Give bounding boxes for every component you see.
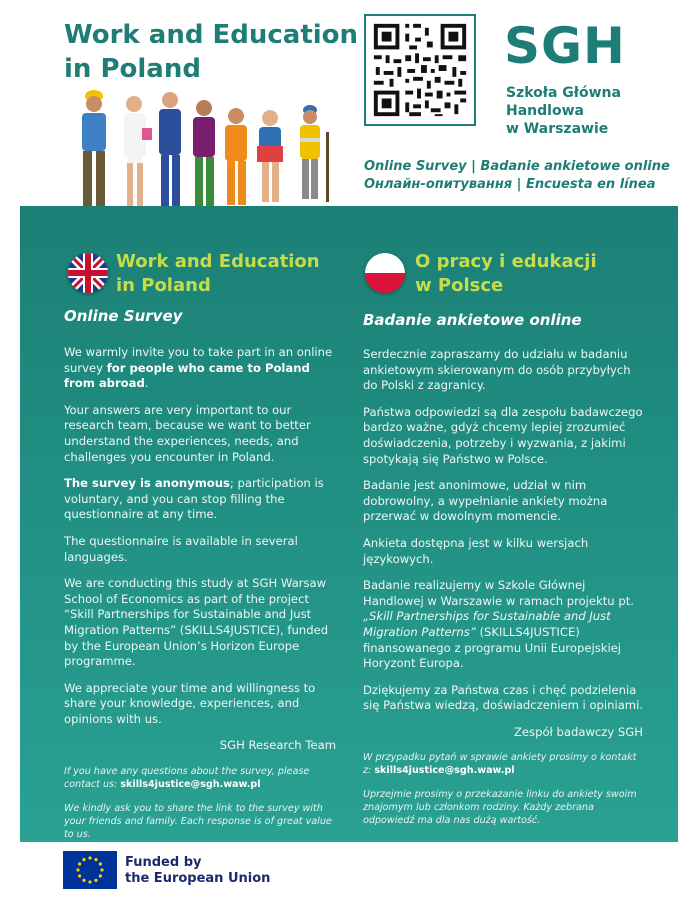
polish-share-note: Uprzejmie prosimy o przekazanie linku do ankiety swoim znajomym lub członkom rodziny. Każdy zebrana odpowiedź ma dla nas dużą wartość. — [363, 789, 637, 827]
poland-flag-icon — [365, 253, 405, 293]
eu-funding-line: the European Union — [125, 871, 271, 886]
polish-paragraph: Ankieta dostępna jest w kilku wersjach językowych. — [363, 535, 589, 566]
survey-line-1: Online Survey | Badanie ankietowe online — [364, 159, 670, 174]
sgh-name-line: Szkoła Główna — [506, 85, 621, 101]
english-contact-note: If you have any questions about the survey, please contact us: skills4justice@sgh.waw.pl — [64, 766, 310, 791]
eu-flag-icon — [63, 851, 117, 889]
eu-funding-text — [125, 855, 270, 887]
polish-paragraph: Badanie realizujemy w Szkole Głównej Handlowej w Warszawie w ramach projektu pt. „Skill Partnerships for Sustainable and Just Migration Patterns” (SKILLS4JUSTICE) finansowanego z programu Unii Europejskiej Horyzont Europa. — [363, 578, 634, 671]
polish-title — [415, 250, 597, 298]
english-body — [64, 345, 336, 852]
polish-paragraph: Serdecznie zapraszamy do udziału w badaniu ankietowym skierowanym do osób przybyłych do Polski z zagranicy. — [363, 347, 631, 393]
uk-flag-icon — [68, 253, 108, 293]
polish-body — [363, 347, 643, 838]
worker-builder — [80, 90, 109, 217]
english-paragraph: Your answers are very important to our research team, because we want to better understand the experiences, needs, and challenges you encounter in Poland. — [64, 402, 311, 464]
worker-student — [193, 100, 215, 207]
english-share-note: We kindly ask you to share the link to the survey with your friends and family. Each response is of great value to us. — [64, 803, 332, 841]
page-title: Work and Education in Poland — [64, 20, 359, 84]
english-paragraph: The questionnaire is available in several languages. — [64, 533, 298, 564]
polish-email-link[interactable]: skills4justice@sgh.waw.pl — [374, 765, 515, 777]
polish-title-line: w Polsce — [415, 275, 504, 296]
english-paragraph: The survey is anonymous; participation is voluntary, and you can stop filling the questionnaire at any time. — [64, 476, 324, 522]
survey-line-2: Онлайн-опитування | Encuesta en línea — [364, 177, 656, 192]
worker-road-worker — [300, 105, 329, 202]
sgh-name-line: Handlowa — [506, 103, 584, 119]
content-panel — [20, 206, 678, 842]
polish-subtitle: Badanie ankietowe online — [363, 311, 582, 329]
survey-languages — [364, 158, 670, 194]
worker-nurse — [124, 96, 152, 208]
english-title-line: in Poland — [116, 275, 211, 296]
sgh-name-line: w Warszawie — [506, 121, 609, 137]
worker-chef — [257, 110, 283, 202]
worker-businessman — [159, 92, 181, 209]
polish-title-line: O pracy i edukacji — [415, 251, 597, 272]
polish-team-signature: Zespół badawczy SGH — [513, 724, 643, 739]
polish-paragraph: Państwa odpowiedzi są dla zespołu badawczego bardzo ważne, gdyż chcemy lepiej zrozumieć doświadczenia, potrzeby i wyzwania, z jakimi spotykają się Państwo w Polsce. — [363, 404, 643, 466]
english-subtitle: Online Survey — [64, 307, 183, 325]
eu-funding-line: Funded by — [125, 855, 202, 870]
sgh-logo: SGH — [504, 17, 626, 75]
english-team-signature: SGH Research Team — [219, 738, 336, 753]
polish-paragraph: Badanie jest anonimowe, udział w nim dobrowolny, a wypełnianie ankiety można przerwać w dowolnym momencie. — [363, 478, 608, 524]
polish-contact-note: W przypadku pytań w sprawie ankiety prosimy o kontakt z: skills4justice@sgh.waw.pl — [363, 752, 637, 777]
english-paragraph: We warmly invite you to take part in an online survey for people who came to Poland from abroad. — [64, 345, 333, 391]
english-paragraph: We appreciate your time and willingness to share your knowledge, experiences, and opinions with us. — [64, 680, 316, 726]
worker-mechanic — [225, 108, 247, 205]
qr-code-icon[interactable] — [364, 14, 476, 126]
sgh-full-name — [506, 84, 621, 138]
english-paragraph: We are conducting this study at SGH Warsaw School of Economics as part of the project “Skill Partnerships for Sustainable and Just Migration Patterns” (SKILLS4JUSTICE), funded by the European Union’s Horizon Europe programme. — [64, 576, 329, 669]
english-title — [116, 250, 320, 298]
english-email-link[interactable]: skills4justice@sgh.waw.pl — [120, 779, 261, 791]
english-title-line: Work and Education — [116, 251, 320, 272]
polish-paragraph: Dziękujemy za Państwa czas i chęć podzielenia się Państwa wiedzą, doświadczeniem i opiniami. — [363, 682, 644, 713]
